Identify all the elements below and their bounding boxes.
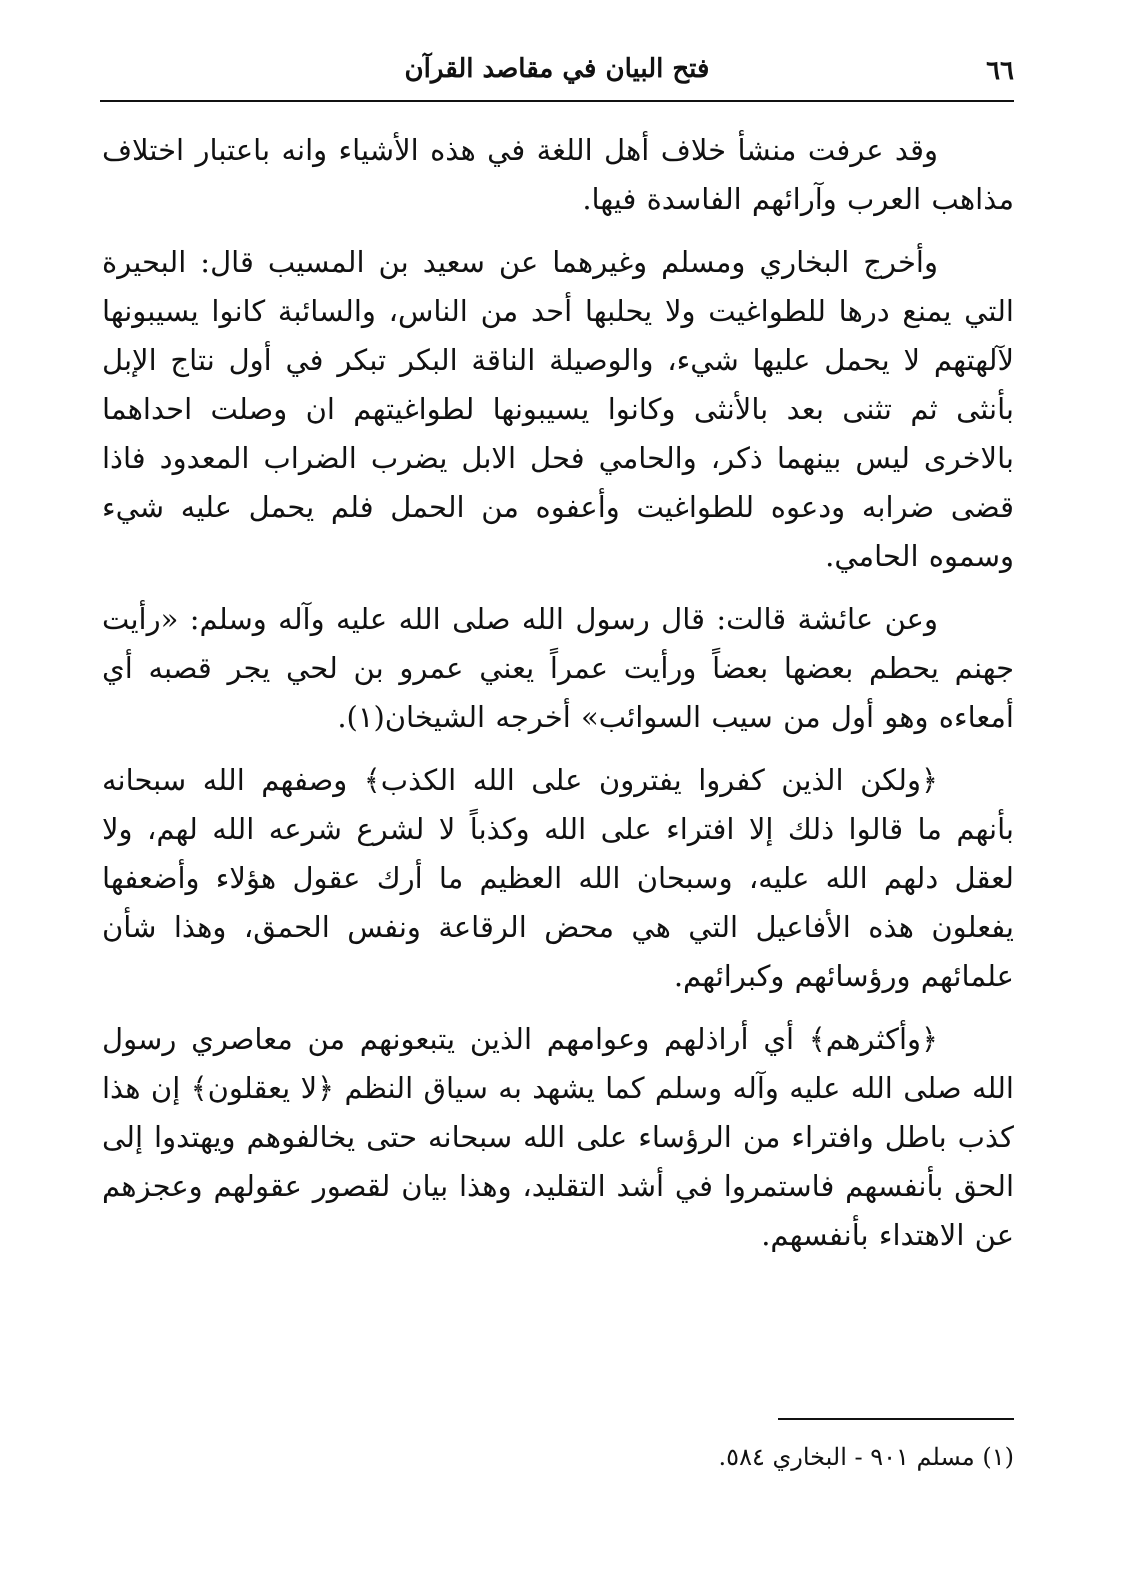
paragraph-2: وأخرج البخاري ومسلم وغيرهما عن سعيد بن المسيب قال: البحيرة التي يمنع درها للطواغيت ولا يحلبها أحد من الناس، والسائبة كانوا يسيبونها لآلهتهم لا يحمل عليها شيء، والوصيلة الناقة البكر تبكر في أول نتاج الإبل بأنثى ثم تثنى بعد بالأنثى وكانوا يسيبونها لطواغيتهم ان وصلت احداهما بالاخرى ليس بينهما ذكر، والحامي فحل الابل يضرب الضراب المعدود فاذا قضى ضرابه ودعوه للطواغيت وأعفوه من الحمل فلم يحمل عليه شيء وسموه الحامي.: [102, 245, 1014, 573]
page-number: ٦٦: [986, 56, 1014, 86]
page-header: [100, 52, 1014, 102]
running-title: فتح البيان في مقاصد القرآن: [404, 54, 710, 84]
footnote-separator: [778, 1418, 1014, 1420]
paragraph-1: وقد عرفت منشأ خلاف أهل اللغة في هذه الأشياء وانه باعتبار اختلاف مذاهب العرب وآرائهم الفاسدة فيها.: [102, 133, 1014, 216]
paragraph-4: ﴿ولكن الذين كفروا يفترون على الله الكذب﴾ وصفهم الله سبحانه بأنهم ما قالوا ذلك إلا افتراء على الله وكذباً لا لشرع شرعه الله لهم، ولا لعقل دلهم الله عليه، وسبحان الله العظيم ما أرك عقول هؤلاء وأضعفها يفعلون هذه الأفاعيل التي هي محض الرقاعة ونفس الحمق، وهذا شأن علمائهم ورؤسائهم وكبرائهم.: [102, 763, 1014, 993]
footnote: (١) مسلم ٩٠١ - البخاري ٥٨٤.: [718, 1443, 1014, 1471]
main-text: [102, 126, 1014, 1274]
paragraph-5: ﴿وأكثرهم﴾ أي أراذلهم وعوامهم الذين يتبعونهم من معاصري رسول الله صلى الله عليه وآله وسلم كما يشهد به سياق النظم ﴿لا يعقلون﴾ إن هذا كذب باطل وافتراء من الرؤساء على الله سبحانه حتى يخالفوهم ويهتدوا إلى الحق بأنفسهم فاستمروا في أشد التقليد، وهذا بيان لقصور عقولهم وعجزهم عن الاهتداء بأنفسهم.: [102, 1022, 1014, 1252]
paragraph-3: وعن عائشة قالت: قال رسول الله صلى الله عليه وآله وسلم: «رأيت جهنم يحطم بعضها بعضاً ورأيت عمراً يعني عمرو بن لحي يجر قصبه أي أمعاءه وهو أول من سيب السوائب» أخرجه الشيخان(١).: [102, 602, 1014, 734]
